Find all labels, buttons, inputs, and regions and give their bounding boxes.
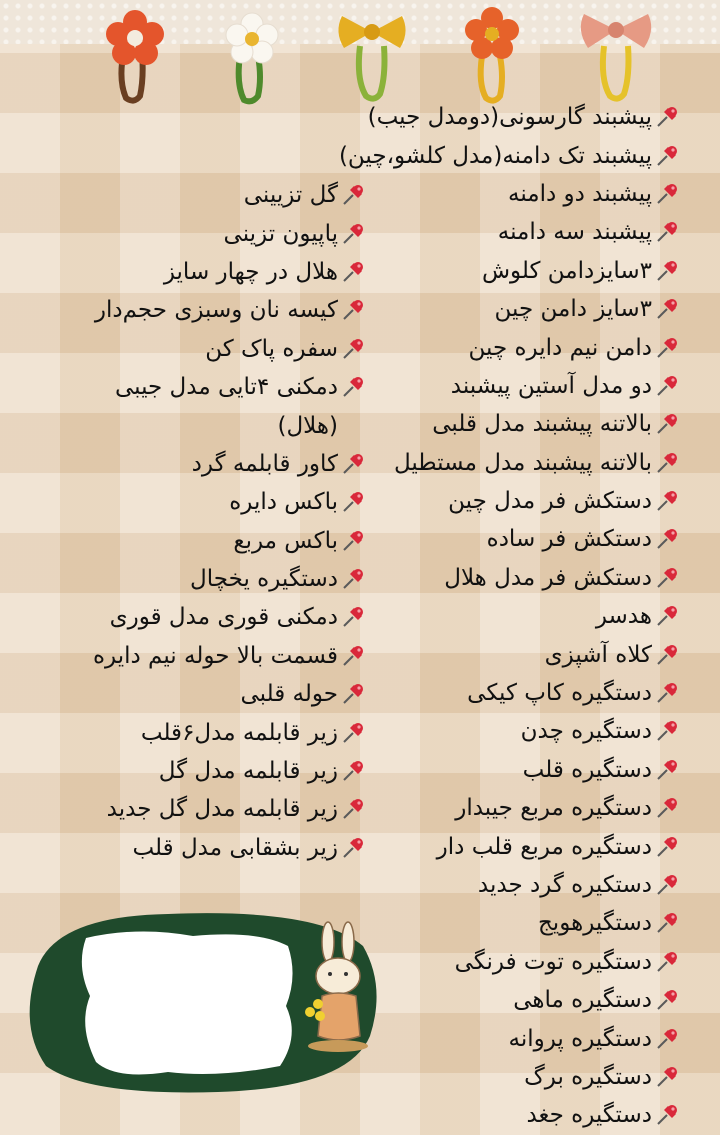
- list-item: [330, 1058, 680, 1096]
- list-item: [330, 789, 680, 827]
- list-item: [36, 829, 366, 867]
- list-item-text: دو مدل آستین پیشبند: [450, 372, 652, 399]
- list-item: [330, 674, 680, 712]
- list-item-text: هدسر: [595, 603, 652, 630]
- list-item-text: دستگیره برگ: [524, 1063, 652, 1090]
- pushpin-icon: [654, 104, 680, 130]
- list-item-text: دستگیره مربع قلب دار: [436, 833, 652, 860]
- left-column: [36, 176, 366, 867]
- list-item: [36, 522, 366, 560]
- pushpin-icon: [654, 949, 680, 975]
- white-flower-clip-icon: [226, 13, 278, 101]
- pushpin-icon: [654, 181, 680, 207]
- pushpin-icon: [340, 566, 366, 592]
- list-item: [36, 176, 366, 214]
- list-item-text: (هلال): [277, 412, 338, 439]
- pushpin-icon: [654, 488, 680, 514]
- pushpin-icon: [654, 757, 680, 783]
- list-item: [330, 175, 680, 213]
- pushpin-icon: [654, 219, 680, 245]
- pushpin-icon: [654, 603, 680, 629]
- pushpin-icon: [654, 335, 680, 361]
- pushpin-icon: [654, 143, 680, 169]
- pushpin-icon: [654, 1102, 680, 1128]
- pushpin-icon: [654, 680, 680, 706]
- list-item: [36, 675, 366, 713]
- orange-flower-clip-icon: [106, 10, 164, 101]
- list-item-text: دستکش فر مدل هلال: [444, 564, 652, 591]
- pushpin-icon: [340, 489, 366, 515]
- clip-decorations: [0, 0, 720, 110]
- list-item-text: کلاه آشپزی: [544, 641, 652, 668]
- list-item-text: دستگیره ماهی: [513, 987, 652, 1014]
- list-item: [330, 904, 680, 942]
- list-item: [36, 214, 366, 252]
- list-item: [330, 751, 680, 789]
- pushpin-icon: [340, 720, 366, 746]
- orange-flower-clip-icon: [465, 7, 519, 101]
- list-item: [36, 368, 366, 406]
- list-item-text: دستگیره کاپ کیکی: [467, 680, 652, 707]
- list-item-text: پیشبند گارسونی(دومدل جیب): [367, 104, 652, 131]
- list-item-text: بالاتنه پیشبند مدل مستطیل: [393, 449, 652, 476]
- list-item-text: بالاتنه پیشبند مدل قلبی: [432, 411, 652, 438]
- pushpin-icon: [340, 336, 366, 362]
- list-item: [330, 367, 680, 405]
- list-item-text: دستکش فر ساده: [486, 526, 652, 553]
- list-item: [36, 291, 366, 329]
- pushpin-icon: [340, 604, 366, 630]
- pushpin-icon: [340, 451, 366, 477]
- list-item: [330, 328, 680, 366]
- list-item: [36, 483, 366, 521]
- pushpin-icon: [654, 450, 680, 476]
- contact-card: [18, 906, 380, 1096]
- list-item: [330, 290, 680, 328]
- list-item: [330, 943, 680, 981]
- list-item-text: پیشبند دو دامنه: [507, 180, 652, 207]
- list-item-text: زیر قابلمه مدل گل جدید: [106, 796, 338, 823]
- pushpin-icon: [654, 373, 680, 399]
- list-item: [330, 866, 680, 904]
- list-item: [330, 136, 680, 174]
- pushpin-icon: [340, 796, 366, 822]
- list-item-text: حوله قلبی: [240, 681, 338, 708]
- list-item-text: زیر قابلمه مدل گل: [158, 758, 338, 785]
- list-item: [330, 444, 680, 482]
- list-item: [330, 635, 680, 673]
- pushpin-icon: [654, 795, 680, 821]
- list-item-text: ۳سایز دامن چین: [494, 296, 652, 323]
- list-item: [36, 253, 366, 291]
- pushpin-icon: [340, 297, 366, 323]
- list-item-text: پیشبند تک دامنه(مدل کلشو،چین): [338, 142, 652, 169]
- list-item: [330, 405, 680, 443]
- pushpin-icon: [340, 528, 366, 554]
- list-item: [330, 1019, 680, 1057]
- list-item-text: زیر قابلمه مدل۶قلب: [140, 719, 338, 746]
- list-item-text: زیر بشقابی مدل قلب: [132, 834, 338, 861]
- pushpin-icon: [654, 526, 680, 552]
- list-item: [330, 252, 680, 290]
- list-item-text: دستگیره مربع جیبدار: [455, 795, 652, 822]
- pushpin-icon: [340, 221, 366, 247]
- pushpin-icon: [654, 565, 680, 591]
- list-item: [330, 213, 680, 251]
- list-item: [330, 482, 680, 520]
- list-item-text: قسمت بالا حوله نیم دایره: [92, 642, 338, 669]
- list-item: [330, 827, 680, 865]
- list-item-text: دستگیره یخچال: [190, 566, 338, 593]
- pushpin-icon: [340, 374, 366, 400]
- peach-bow-clip-icon: [581, 14, 651, 99]
- pushpin-icon: [654, 1026, 680, 1052]
- list-item: [330, 597, 680, 635]
- redacted-area: [82, 931, 293, 1074]
- list-item: [36, 752, 366, 790]
- pushpin-icon: [654, 642, 680, 668]
- list-item-text: دستکش فر مدل چین: [448, 488, 652, 515]
- list-item-text: دستگیره توت فرنگی: [454, 948, 652, 975]
- list-item: [36, 713, 366, 751]
- list-item: [36, 598, 366, 636]
- pushpin-icon: [340, 259, 366, 285]
- list-item-text: کیسه نان وسبزی حجم‌دار: [94, 297, 338, 324]
- list-item: [330, 98, 680, 136]
- pushpin-icon: [340, 182, 366, 208]
- list-item: [36, 330, 366, 368]
- list-item-text: دستگیره جغد: [526, 1102, 652, 1129]
- list-item-text: دستگیره پروانه: [508, 1025, 652, 1052]
- list-item: [330, 559, 680, 597]
- pushpin-icon: [340, 681, 366, 707]
- list-item-text: پاپیون تزینی: [223, 220, 338, 247]
- pushpin-icon: [654, 872, 680, 898]
- list-item-text: دستگیره چدن: [520, 718, 652, 745]
- pushpin-icon: [654, 910, 680, 936]
- list-item-text: گل تزیینی: [243, 182, 338, 209]
- list-item-continuation: [36, 406, 366, 444]
- list-item: [36, 560, 366, 598]
- pushpin-icon: [654, 296, 680, 322]
- list-item-text: دامن نیم دایره چین: [468, 334, 652, 361]
- list-item: [330, 981, 680, 1019]
- list-item: [330, 520, 680, 558]
- list-item-text: دمکنی ۴تایی مدل جیبی: [114, 374, 338, 401]
- list-item-text: دستگیره قلب: [522, 756, 652, 783]
- list-item-text: دستکیره گرد جدید: [477, 872, 652, 898]
- pushpin-icon: [340, 835, 366, 861]
- pushpin-icon: [340, 643, 366, 669]
- list-item-text: پیشبند سه دامنه: [497, 219, 652, 246]
- pushpin-icon: [654, 411, 680, 437]
- pushpin-icon: [340, 758, 366, 784]
- pushpin-icon: [654, 987, 680, 1013]
- list-item-text: ۳سایزدامن کلوش: [481, 257, 652, 284]
- right-column: [330, 98, 680, 1135]
- list-item-text: باکس مربع: [233, 527, 338, 554]
- list-item-text: دستگیرهویج: [537, 910, 652, 937]
- list-item: [36, 637, 366, 675]
- list-item-text: دمکنی قوری مدل قوری: [109, 604, 338, 631]
- pushpin-icon: [654, 1064, 680, 1090]
- list-item-text: هلال در چهار سایز: [163, 258, 338, 285]
- pushpin-icon: [654, 834, 680, 860]
- list-item: [36, 445, 366, 483]
- list-item: [330, 712, 680, 750]
- list-item: [36, 790, 366, 828]
- list-item-text: سفره پاک کن: [205, 335, 338, 362]
- pushpin-icon: [654, 718, 680, 744]
- list-item-text: باکس دایره: [229, 489, 338, 516]
- list-item: [330, 1096, 680, 1134]
- list-item-text: کاور قابلمه گرد: [191, 450, 338, 477]
- pushpin-icon: [654, 258, 680, 284]
- yellow-bow-clip-icon: [338, 16, 405, 99]
